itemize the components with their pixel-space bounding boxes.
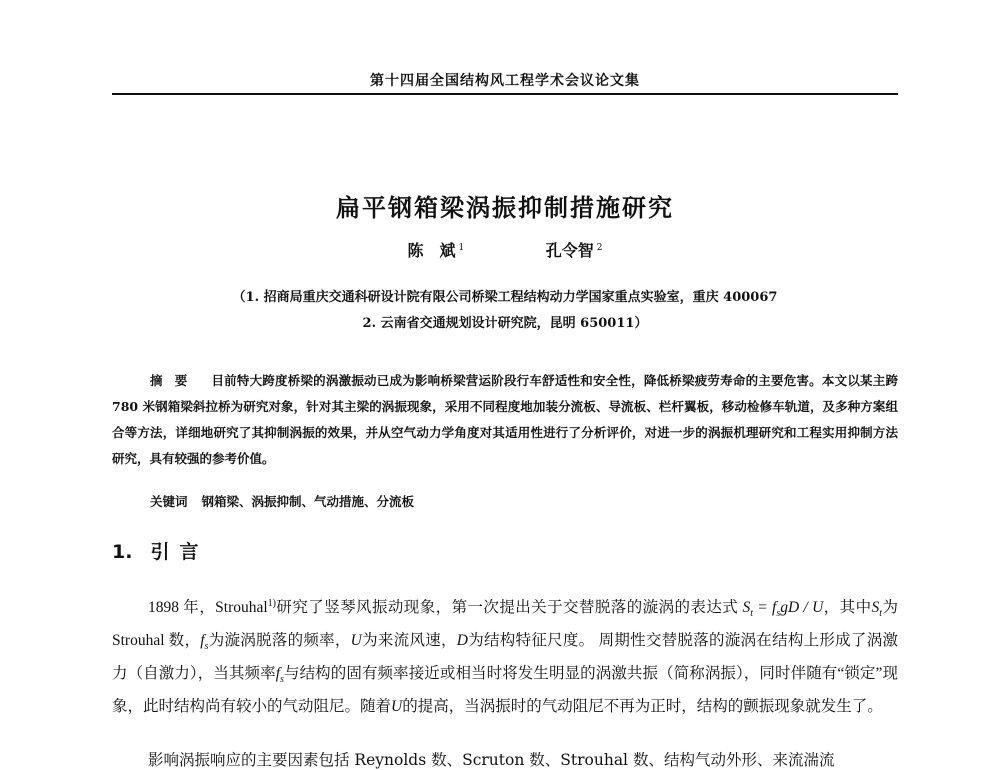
- body-line-3b: 与结构的固有频率接近或相: [283, 665, 472, 683]
- section-heading: [112, 537, 208, 564]
- body-line-4: 当时将发生明显的涡激共振（简称涡振），同时伴随有“锁定”现象，此时结构尚有较小的气动阻尼。: [112, 665, 898, 716]
- body-line-2e: 为结构特征尺度。: [467, 632, 595, 650]
- author-2: 孔令智 $^2$: [545, 241, 603, 260]
- body-line-2b: 为 Strouhal 数，: [112, 599, 898, 650]
- abstract-text: 目前特大跨度桥梁的涡激振动已成为影响桥梁营运阶段行车舒适性和安全性，降低桥梁疲劳寿命的主要危害。本文以某主跨 780 米钢箱梁斜拉桥为研究对象，针对其主梁的涡振现象，采用不同程度地加装分流板、导流板、栏杆翼板，移动检修车轨道，及多种方案组合等方法，详细地研究了其抑制涡振的效果，并从空气动力学角度对其适用性进行了分析评价，对进一步的涡振机理研究和工程实用抑制方法研究，具有较强的参考价值。: [112, 373, 898, 466]
- symbol-st: $S_t$: [871, 599, 883, 620]
- body-line-2c: 为漩涡脱落的频率，: [208, 632, 351, 650]
- body-line-3: 周期性交替脱落的漩涡在结构上形成了涡激力（自激力），当其频率: [112, 632, 898, 683]
- author-list: [112, 238, 898, 261]
- symbol-u-2: U: [391, 698, 403, 716]
- keywords-text: 钢箱梁、涡振抑制、气动措施、分流板: [201, 494, 415, 509]
- body-line-1b: 研究了竖琴风振动现象，第一次提出关于交替脱落的漩涡的表达式: [276, 599, 739, 617]
- next-paragraph-partial: 影响涡振响应的主要因素包括 Reynolds 数、Scruton 数、Strouhal 数、结构气动外形、来流湍流: [148, 751, 835, 769]
- paper-title: 扁平钢箱梁涡振抑制措施研究: [336, 194, 674, 222]
- symbol-fs-2: $f_s$: [275, 665, 284, 686]
- symbol-fs: $f_s$: [200, 632, 209, 653]
- paragraph-1: [112, 590, 898, 720]
- abstract-label: 摘要: [150, 373, 200, 388]
- body-paragraph: [112, 590, 898, 720]
- citation-ref: 1): [267, 598, 277, 609]
- body-line-1a: 1898 年，Strouhal: [148, 599, 268, 617]
- body-line-2a: ，其中: [823, 599, 872, 617]
- keywords-label: 关键词: [150, 494, 188, 509]
- body-line-5a: 随着: [360, 698, 392, 716]
- author-1: 陈 斌 $^1$: [407, 241, 465, 260]
- section-number: 1.: [112, 541, 133, 563]
- affiliation-2: 2. 云南省交通规划设计研究院，昆明 650011）: [362, 316, 648, 331]
- body-line-2d: 为来流风速，: [361, 632, 457, 650]
- proceedings-header: 第十四届全国结构风工程学术会议论文集: [370, 73, 640, 89]
- symbol-d: D: [456, 632, 468, 650]
- abstract: [112, 368, 898, 472]
- header-rule: [112, 93, 898, 95]
- body-line-5b: 的提高，当涡振时的气动阻尼不再为正时，结构的颤振现象就发生了。: [402, 698, 883, 716]
- keywords: [150, 492, 890, 510]
- affiliation-1: （1. 招商局重庆交通科研设计院有限公司桥梁工程结构动力学国家重点实验室，重庆 400067: [232, 290, 778, 305]
- section-title: 引言: [150, 541, 209, 563]
- symbol-u: U: [350, 632, 362, 650]
- formula-strouhal: $S_t = f_sgD / U$: [742, 599, 824, 620]
